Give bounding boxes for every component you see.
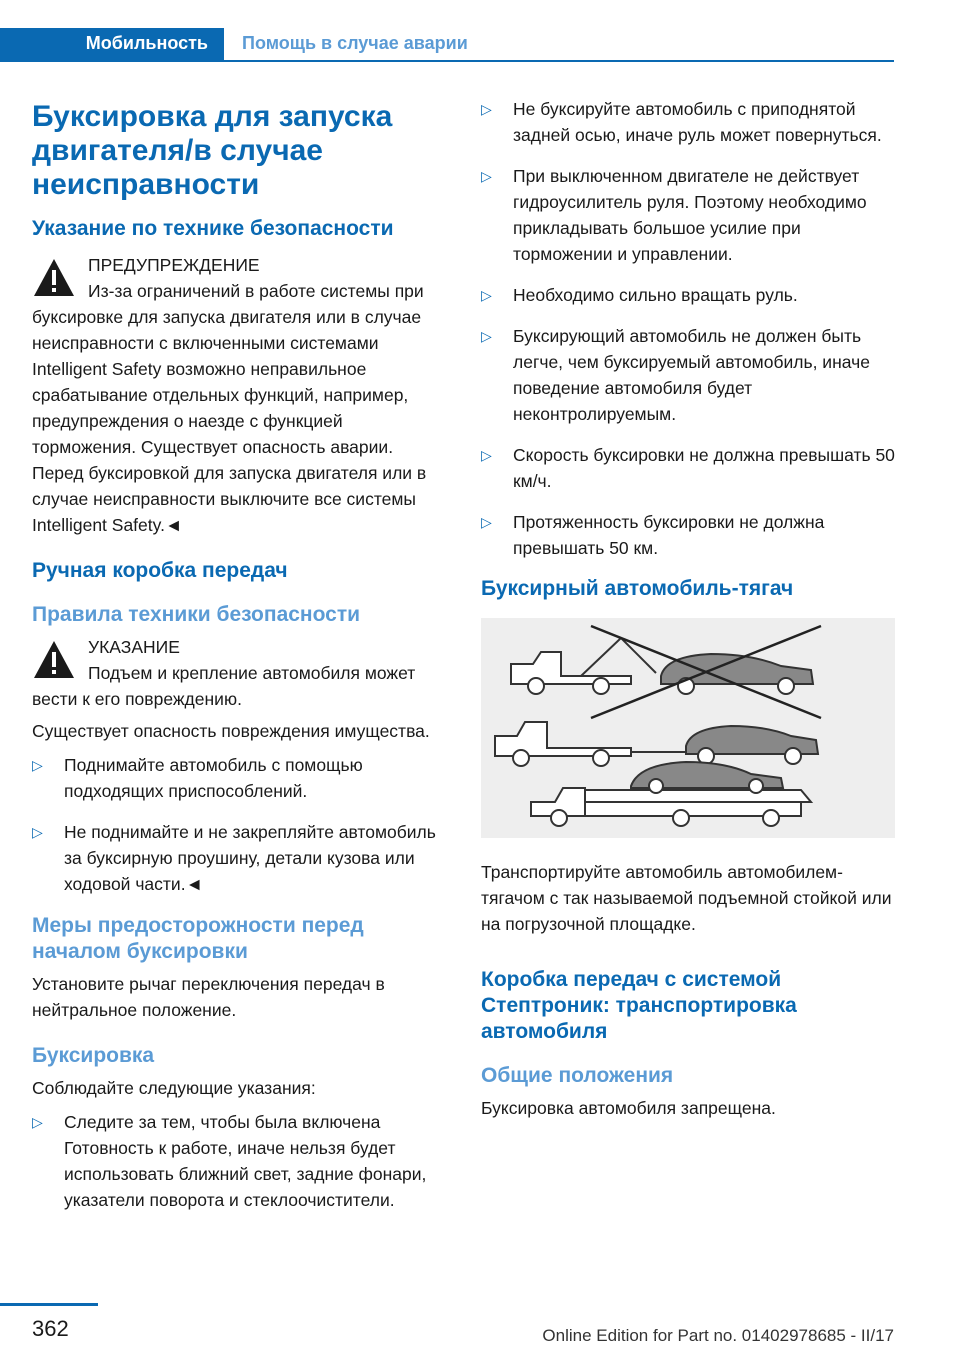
right-column <box>481 96 895 1129</box>
triangle-bullet-icon: ▷ <box>481 168 492 184</box>
tow-truck-heading: Буксирный автомобиль-тягач <box>481 577 794 600</box>
general-heading: Общие положения <box>481 1064 674 1087</box>
safety-heading: Указание по технике безопасности <box>32 217 394 240</box>
notice-text: Подъем и крепление автомобиля может вести к его повреждению. <box>32 663 416 709</box>
notice-block <box>32 634 446 712</box>
lifting-bullets <box>32 752 446 897</box>
triangle-bullet-icon: ▷ <box>481 447 492 463</box>
general-text: Буксировка автомобиля запрещена. <box>481 1098 776 1118</box>
list-item: ▷ Не поднимайте и не закрепляйте автомобиль за буксирную проушину, детали кузова или ходовой части.◄ <box>32 819 446 897</box>
notice-label: УКАЗАНИЕ <box>88 637 180 657</box>
triangle-bullet-icon: ▷ <box>32 757 43 773</box>
notice-text-2: Существует опасность повреждения имущества. <box>32 721 430 741</box>
list-item: ▷ Буксирующий автомобиль не должен быть легче, чем буксируемый автомобиль, иначе поведение автомобиля будет неконтролируемым. <box>481 323 895 427</box>
header-rule <box>224 60 894 62</box>
precautions-text: Установите рычаг переключения передач в нейтральное положение. <box>32 974 385 1020</box>
triangle-bullet-icon: ▷ <box>481 101 492 117</box>
footer-rule <box>0 1303 98 1306</box>
towing-text: Соблюдайте следующие указания: <box>32 1078 316 1098</box>
list-item: ▷ Не буксируйте автомобиль с приподнятой задней осью, иначе руль может повернуться. <box>481 96 895 148</box>
list-item: ▷ Следите за тем, чтобы была включена Готовность к работе, иначе нельзя будет использовать ближний свет, задние фонари, указатели поворота и стеклоочистители. <box>32 1109 446 1213</box>
steptronic-heading: Коробка передач с системой Стептроник: транспортировка автомобиля <box>481 968 797 1043</box>
towing-heading: Буксировка <box>32 1044 155 1067</box>
triangle-bullet-icon: ▷ <box>32 1114 43 1130</box>
left-column <box>32 100 446 1228</box>
header-subsection: Помощь в случае аварии <box>242 33 468 53</box>
header-section-tab: Мобильность <box>0 28 224 62</box>
warning-text: Из-за ограничений в работе системы при буксировке для запуска двигателя или в случае неисправности с включенными системами Intelligent Safety возможно неправильное срабатывание отдельных функций, например, предупреждения о наезде с функцией торможения. Существует опасность аварии. Перед буксировкой для запуска двигателя или в случае неисправности выключите все системы Intelligent Safety.◄ <box>32 281 427 535</box>
list-item: ▷ Поднимайте автомобиль с помощью подходящих приспособлений. <box>32 752 446 804</box>
triangle-bullet-icon: ▷ <box>481 287 492 303</box>
triangle-bullet-icon: ▷ <box>481 514 492 530</box>
tow-truck-text: Транспортируйте автомобиль автомобилем-тягачом с так называемой подъемной стойкой или на погрузочной площадке. <box>481 862 892 934</box>
tow-truck-illustration <box>481 618 895 838</box>
list-item: ▷ При выключенном двигателе не действует гидроусилитель руля. Поэтому необходимо прикладывать большое усилие при торможении и управлении. <box>481 163 895 267</box>
edition-text: Online Edition for Part no. 01402978685 - II/17 <box>542 1326 894 1345</box>
manual-gearbox-heading: Ручная коробка передач <box>32 559 288 582</box>
towing-bullets <box>32 1109 446 1213</box>
warning-icon <box>32 256 76 300</box>
page-title: Буксировка для запуска двигателя/в случае неисправности <box>32 100 393 201</box>
towing-rules-bullets <box>481 96 895 561</box>
list-item: ▷ Необходимо сильно вращать руль. <box>481 282 895 308</box>
list-item: ▷ Протяженность буксировки не должна превышать 50 км. <box>481 509 895 561</box>
warning-block <box>32 252 446 538</box>
rules-heading: Правила техники безопасности <box>32 603 361 626</box>
triangle-bullet-icon: ▷ <box>481 328 492 344</box>
list-item: ▷ Скорость буксировки не должна превышать 50 км/ч. <box>481 442 895 494</box>
precautions-heading: Меры предосторожности перед началом буксировки <box>32 914 364 963</box>
notice-icon <box>32 638 76 682</box>
warning-label: ПРЕДУПРЕЖДЕНИЕ <box>88 255 260 275</box>
page-number: 362 <box>32 1316 69 1341</box>
triangle-bullet-icon: ▷ <box>32 824 43 840</box>
